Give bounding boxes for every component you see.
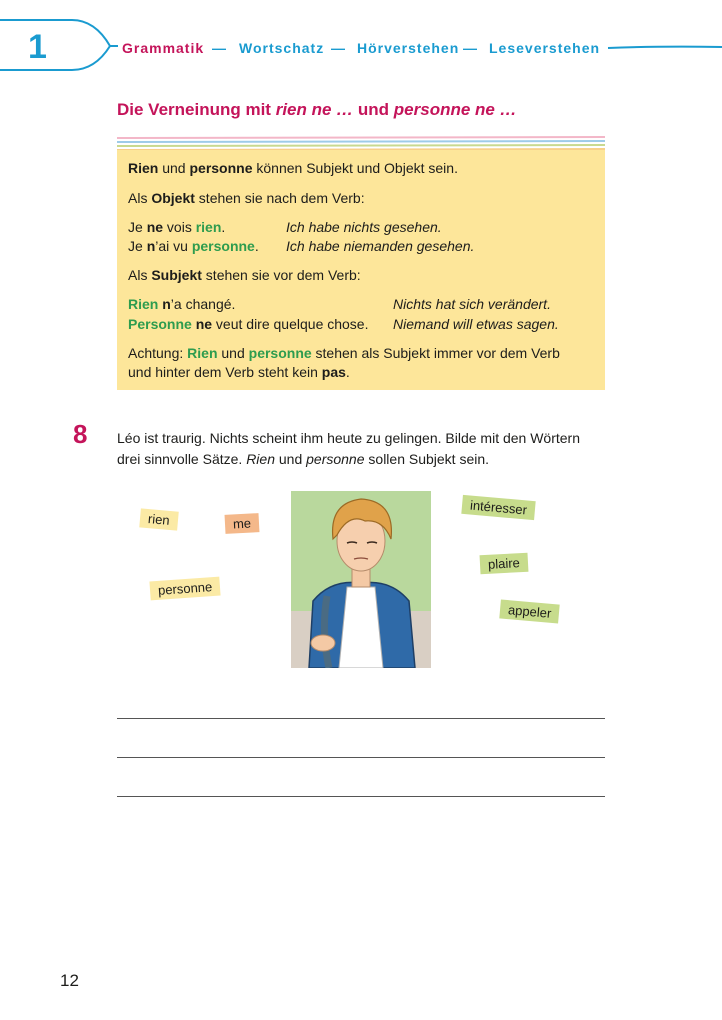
word-card-plaire: plaire [480, 553, 529, 574]
section-title: Die Verneinung mit rien ne … und personne ne … [117, 100, 517, 119]
objekt-example-de-1: Ich habe nichts gesehen. [286, 219, 442, 235]
word-card-interesser: intéresser [461, 495, 535, 520]
nav-grammatik[interactable]: Grammatik [122, 40, 205, 56]
exercise-number: 8 [73, 419, 88, 449]
subjekt-example-fr-2: Personne ne veut dire quelque chose. [128, 316, 369, 332]
word-card-personne: personne [149, 577, 220, 601]
page-number: 12 [60, 971, 79, 990]
grammar-note-line-2: und hinter dem Verb steht kein pas. [128, 364, 350, 380]
objekt-example-fr-1: Je ne vois rien. [128, 219, 226, 235]
nav-hoerverstehen[interactable]: Hörverstehen [357, 40, 460, 56]
word-card-appeler: appeler [499, 599, 560, 623]
nav-dash-1: — [212, 40, 227, 56]
subjekt-example-de-1: Nichts hat sich verändert. [393, 296, 551, 312]
leo-illustration [291, 491, 431, 668]
answer-line-3[interactable] [117, 796, 605, 797]
answer-line-2[interactable] [117, 757, 605, 758]
objekt-example-de-2: Ich habe niemanden gesehen. [286, 238, 475, 254]
grammar-objekt-rule: Als Objekt stehen sie nach dem Verb: [128, 190, 365, 206]
word-card-rien: rien [139, 508, 178, 530]
subjekt-example-de-2: Niemand will etwas sagen. [393, 316, 559, 332]
subjekt-example-fr-1: Rien n’a changé. [128, 296, 236, 312]
unit-number: 1 [28, 28, 47, 66]
exercise-instruction [117, 428, 617, 470]
nav-wortschatz[interactable]: Wortschatz [239, 40, 325, 56]
nav-dash-3: — [463, 40, 478, 56]
nav-leseverstehen[interactable]: Leseverstehen [489, 40, 601, 56]
answer-line-1[interactable] [117, 718, 605, 719]
exercise-instruction-line-1: Léo ist traurig. Nichts scheint ihm heute zu gelingen. Bilde mit den Wörtern [117, 430, 581, 446]
objekt-example-fr-2: Je n’ai vu personne. [128, 238, 259, 254]
grammar-note-line-1: Achtung: Rien und personne stehen als Subjekt immer vor dem Verb [128, 345, 560, 361]
nav-dash-2: — [331, 40, 346, 56]
grammar-intro: Rien und personne können Subjekt und Objekt sein. [128, 160, 458, 176]
exercise-instruction-line-2: drei sinnvolle Sätze. Rien und personne sollen Subjekt sein. [117, 451, 490, 467]
word-card-me: me [225, 513, 260, 534]
grammar-subjekt-rule: Als Subjekt stehen sie vor dem Verb: [128, 267, 361, 283]
